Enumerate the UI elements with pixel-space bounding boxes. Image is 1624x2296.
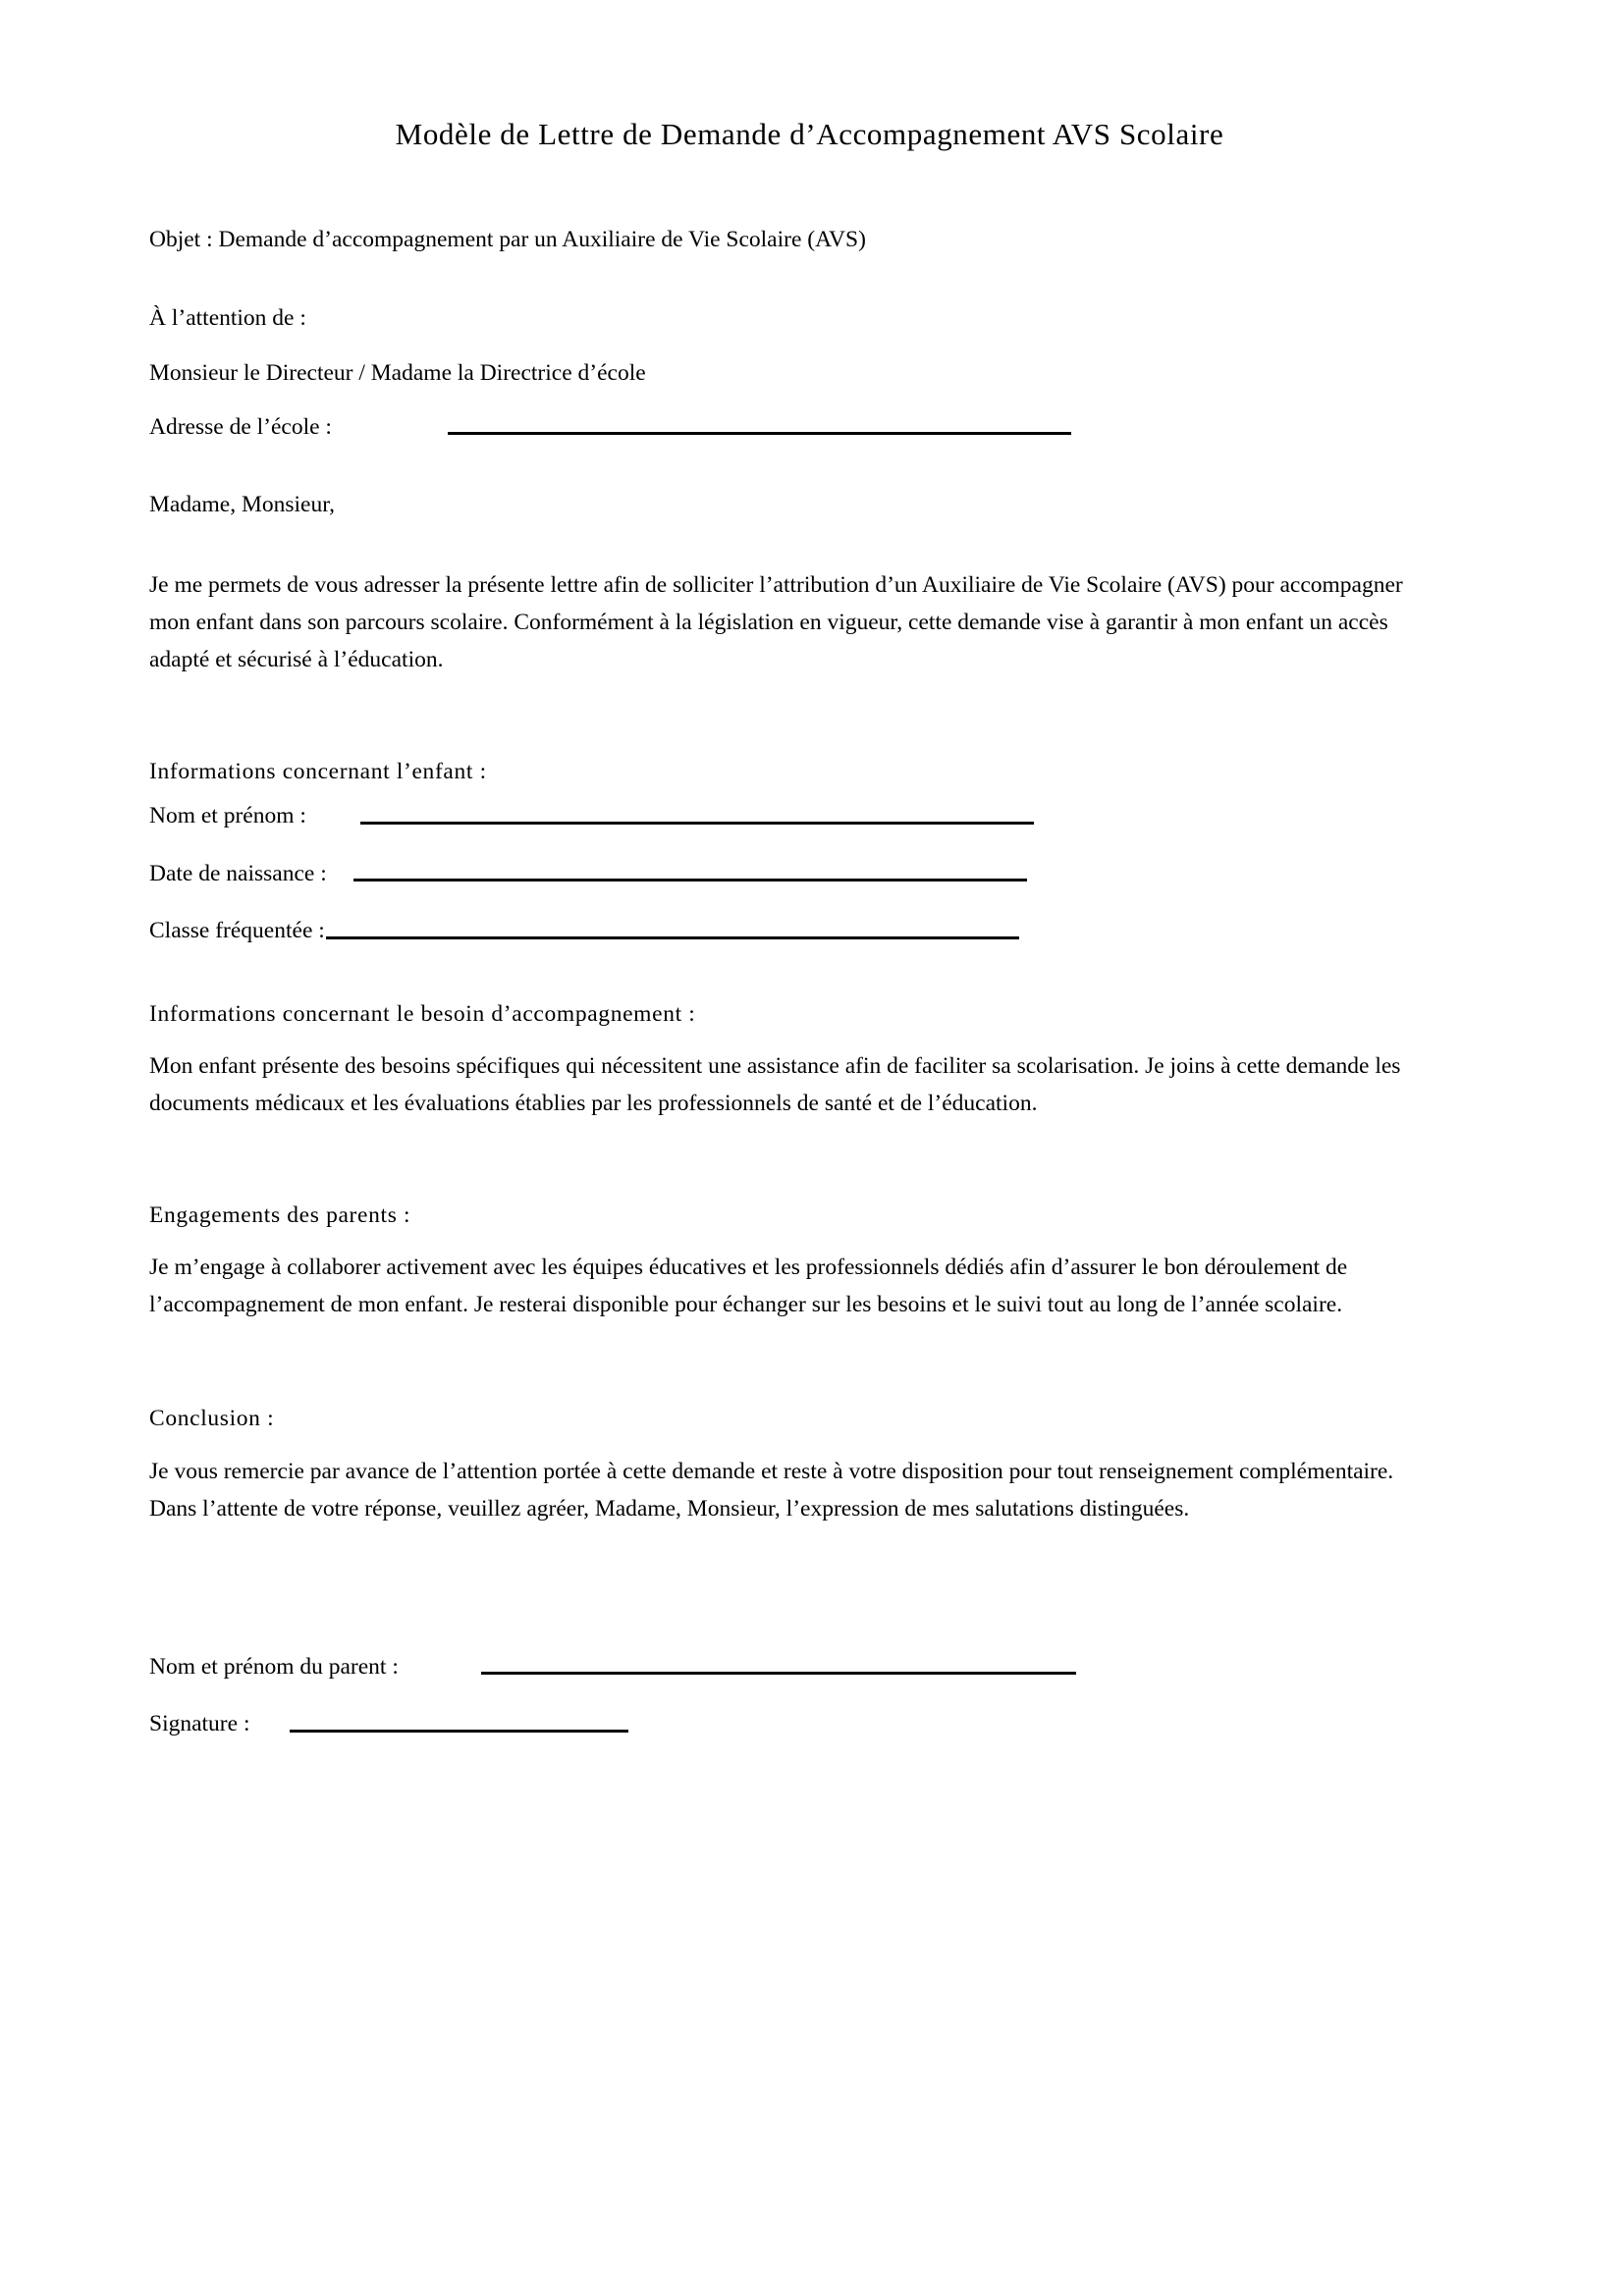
subject-line: Objet : Demande d’accompagnement par un Auxiliaire de Vie Scolaire (AVS) <box>149 227 866 253</box>
signature-row <box>149 1713 1480 1736</box>
child-class-fill-line[interactable] <box>326 936 1019 939</box>
spacer <box>149 885 1480 920</box>
spacer <box>149 1026 1480 1047</box>
commitment-section-heading: Engagements des parents : <box>149 1201 411 1228</box>
child-name-fill-line[interactable] <box>360 822 1034 825</box>
spacer <box>149 1123 1480 1204</box>
spacer <box>149 439 1480 494</box>
recipient-line: Monsieur le Directeur / Madame la Directrice d’école <box>149 360 646 387</box>
document-content <box>149 0 1480 1736</box>
spacer <box>149 828 1480 863</box>
need-section-body: Mon enfant présente des besoins spécifiques qui nécessitent une assistance afin de faciliter sa scolarisation. Je joins à cette demande les documents médicaux et les évaluations établies par les professionnels de santé et de l’éducation. <box>149 1053 1401 1117</box>
conclusion-section-body: Je vous remercie par avance de l’attention portée à cette demande et reste à votre disposition pour tout renseignement complémentaire. Dans l’attente de votre réponse, veuillez agréer, Madame, Monsieur, l’expression de mes salutations distinguées. <box>149 1458 1394 1522</box>
spacer <box>149 330 1480 362</box>
spacer <box>149 152 1480 229</box>
child-class-label: Classe fréquentée : <box>149 918 325 944</box>
spacer <box>149 252 1480 307</box>
conclusion-section-heading: Conclusion : <box>149 1406 275 1432</box>
salutation: Madame, Monsieur, <box>149 492 335 518</box>
signature-fill-line[interactable] <box>290 1730 628 1733</box>
spacer <box>149 1227 1480 1249</box>
school-address-label: Adresse de l’école : <box>149 413 332 440</box>
spacer <box>149 1431 1480 1453</box>
parent-name-fill-line[interactable] <box>481 1672 1076 1675</box>
school-address-row <box>149 413 1480 440</box>
signature-label: Signature : <box>149 1711 250 1737</box>
spacer <box>149 1323 1480 1408</box>
child-section-heading: Informations concernant l’enfant : <box>149 758 487 784</box>
child-birthdate-label: Date de naissance : <box>149 860 327 886</box>
spacer <box>149 1527 1480 1656</box>
child-name-label: Nom et prénom : <box>149 803 306 829</box>
commitment-section-body: Je m’engage à collaborer activement avec les équipes éducatives et les professionnels dédiés afin d’assurer le bon déroulement de l’accompagnement de mon enfant. Je resterai disponible pour échanger sur les besoins et le suivi tout au long de l’année scolaire. <box>149 1255 1348 1318</box>
spacer <box>149 1679 1480 1713</box>
spacer <box>149 517 1480 566</box>
spacer <box>149 783 1480 805</box>
spacer <box>149 386 1480 416</box>
child-class-row <box>149 920 1480 943</box>
attention-label: À l’attention de : <box>149 304 306 331</box>
parent-name-row <box>149 1653 1480 1680</box>
child-birthdate-fill-line[interactable] <box>353 879 1027 881</box>
school-address-fill-line[interactable] <box>448 432 1071 435</box>
need-section-heading: Informations concernant le besoin d’accompagnement : <box>149 1000 696 1027</box>
page-title: Modèle de Lettre de Demande d’Accompagnement AVS Scolaire <box>395 117 1224 151</box>
spacer <box>149 943 1480 1003</box>
spacer <box>149 678 1480 761</box>
child-name-row <box>149 805 1480 828</box>
parent-name-label: Nom et prénom du parent : <box>149 1653 399 1680</box>
intro-paragraph: Je me permets de vous adresser la présente lettre afin de solliciter l’attribution d’un Auxiliaire de Vie Scolaire (AVS) pour accompagner mon enfant dans son parcours scolaire. Conformément à la législation en vigueur, cette demande vise à garantir à mon enfant un accès adapté et sécurisé à l’éducation. <box>149 571 1403 672</box>
child-birthdate-row <box>149 860 1480 886</box>
